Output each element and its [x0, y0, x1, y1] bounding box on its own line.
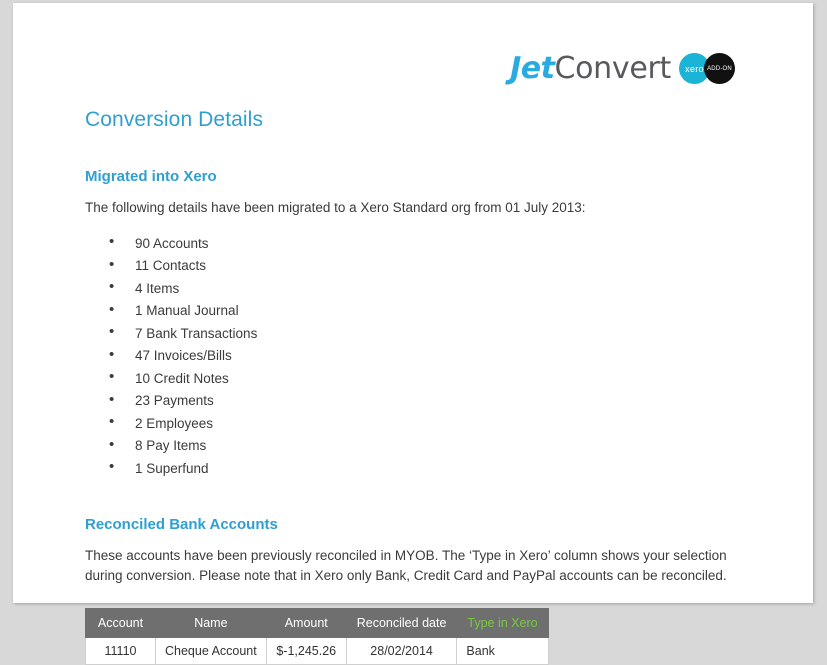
- page-title: Conversion Details: [85, 108, 264, 131]
- list-item: • 7 Bank Transactions: [109, 322, 741, 345]
- list-item: • 10 Credit Notes: [109, 367, 741, 390]
- column-header-amount: Amount: [266, 609, 346, 638]
- logo-row: [85, 33, 741, 86]
- column-header-account: Account: [86, 609, 156, 638]
- list-item: • 2 Employees: [109, 412, 741, 435]
- column-header-reconciled-date: Reconciled date: [346, 609, 457, 638]
- table-row: [86, 638, 549, 665]
- list-item: • 47 Invoices/Bills: [109, 345, 741, 368]
- table-header: [86, 609, 549, 638]
- cell-reconciled-date: 28/02/2014: [346, 638, 457, 665]
- logo-text-convert: Convert: [554, 51, 671, 86]
- list-item: • 1 Superfund: [109, 457, 741, 480]
- document-content: [13, 3, 813, 665]
- cell-account: 11110: [86, 638, 156, 665]
- column-header-type-in-xero: Type in Xero: [457, 609, 548, 638]
- table-header-row: [86, 609, 549, 638]
- logo-badges: [679, 53, 735, 84]
- reconciled-accounts-table: [85, 608, 549, 665]
- table-body: [86, 638, 549, 665]
- section-heading-migrated: Migrated into Xero: [85, 168, 217, 185]
- cell-name: Cheque Account: [156, 638, 267, 665]
- column-header-name: Name: [156, 609, 267, 638]
- section-heading-reconciled: Reconciled Bank Accounts: [85, 515, 278, 533]
- cell-type-in-xero: Bank: [457, 638, 548, 665]
- logo-text-jet: Jet: [510, 51, 555, 86]
- list-item: • 90 Accounts: [109, 232, 741, 255]
- cell-amount: $-1,245.26: [266, 638, 346, 665]
- jetconvert-logo: [510, 51, 735, 86]
- migrated-intro-text: The following details have been migrated to a Xero Standard org from 01 July 2013:: [85, 200, 586, 215]
- list-item: • 1 Manual Journal: [109, 300, 741, 323]
- migrated-items-list: [85, 232, 741, 480]
- list-item: • 23 Payments: [109, 390, 741, 413]
- list-item: • 8 Pay Items: [109, 435, 741, 458]
- xero-badge-icon: xero: [679, 53, 710, 84]
- list-item: • 11 Contacts: [109, 255, 741, 278]
- list-item: • 4 Items: [109, 277, 741, 300]
- document-page: [13, 3, 813, 659]
- reconciled-intro-text: These accounts have been previously reconciled in MYOB. The ‘Type in Xero’ column shows your selection during conversion. Please note that in Xero only Bank, Credit Card and PayPal accounts can be reconciled.: [85, 547, 727, 583]
- addon-badge-icon: ADD-ON: [704, 53, 735, 84]
